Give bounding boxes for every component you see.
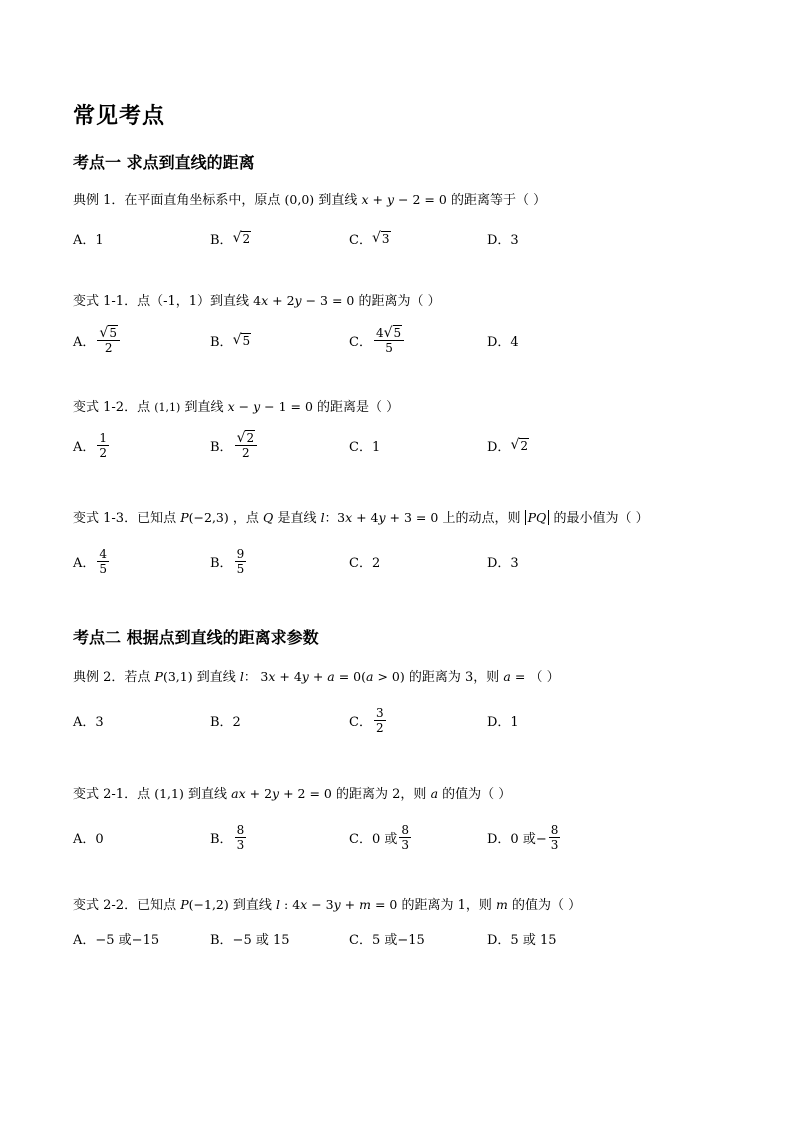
question-example-2: 典例 2．若点 P(3,1) 到直线 l： 3x + 4y + a = 0(a > 0) 的距离为 3，则 a = （ ） [73,669,560,685]
option-a[interactable]: A．−5 或−15 [73,932,160,948]
question-variant-2-2: 变式 2-2．已知点 P(−1,2) 到直线 l : 4x − 3y + m = 0 的距离为 1，则 m 的值为（ ） [73,897,582,913]
question-variant-1-3: 变式 1-3．已知点 P(−2,3) ，点 Q 是直线 l：3x + 4y + 3 = 0 上的动点，则 PQ 的最小值为（ ） [73,510,649,526]
question-variant-2-1: 变式 2-1．点 (1,1) 到直线 ax + 2y + 2 = 0 的距离为 2，则 a 的值为（ ） [73,786,512,802]
option-b[interactable]: B． $\frac{9}{5}$ [210,546,245,576]
question-example-1: 典例 1．在平面直角坐标系中，原点 (0,0) 到直线 x + y − 2 = 0 的距离等于（ ） [73,192,547,208]
option-c[interactable]: C．5 或−15 [349,932,425,948]
option-d[interactable]: D．1 [487,714,519,730]
options-variant-2-1 [73,817,733,857]
option-d[interactable]: D．4 [487,334,519,350]
option-a[interactable]: A．1 [73,232,104,248]
option-b[interactable]: B．2 [210,714,241,730]
section-heading-1: 考点一 求点到直线的距离 [73,153,255,172]
option-b[interactable]: B． √ 2 [210,230,251,248]
page-title: 常见考点 [73,104,166,129]
option-c[interactable]: C． √ 3 [349,230,390,248]
options-example-2 [73,700,733,740]
option-a[interactable]: A． $\frac{4}{5}$ [73,546,108,576]
section-heading-2: 考点二 根据点到直线的距离求参数 [73,628,319,647]
option-a[interactable]: A．0 [73,831,104,847]
option-b[interactable]: B． √ 2 2 [210,425,259,465]
option-c[interactable]: C．0 或 $\frac{8}{3}$ [349,822,409,852]
option-c[interactable]: C． 4 √ 5 5 [349,320,406,360]
option-d[interactable]: D．3 [487,232,519,248]
options-example-1 [73,218,733,258]
options-variant-1-1 [73,320,733,360]
question-variant-1-1: 变式 1-1．点（-1，1）到直线 4x + 2y − 3 = 0 的距离为（ ） [73,293,441,309]
option-b[interactable]: B．−5 或 15 [210,932,290,948]
option-d[interactable]: D．3 [487,555,519,571]
option-a[interactable]: A． √ 5 2 [73,320,122,360]
options-variant-1-2 [73,425,733,465]
options-variant-1-3 [73,541,733,581]
option-a[interactable]: A．3 [73,714,104,730]
option-d[interactable]: D．0 或− $\frac{8}{3}$ [487,822,559,852]
option-b[interactable]: B． $\frac{8}{3}$ [210,822,245,852]
option-a[interactable]: A． $\frac{1}{2}$ [73,430,108,460]
option-c[interactable]: C．2 [349,555,381,571]
option-b[interactable]: B． √ 5 [210,332,251,350]
option-c[interactable]: C．1 [349,439,381,455]
option-d[interactable]: D．5 或 15 [487,932,557,948]
option-c[interactable]: C． $\frac{3}{2}$ [349,705,384,735]
option-d[interactable]: D． √ 2 [487,437,528,455]
question-variant-1-2: 变式 1-2．点 (1,1) 到直线 x − y − 1 = 0 的距离是（ ） [73,399,400,415]
options-variant-2-2 [73,918,733,958]
